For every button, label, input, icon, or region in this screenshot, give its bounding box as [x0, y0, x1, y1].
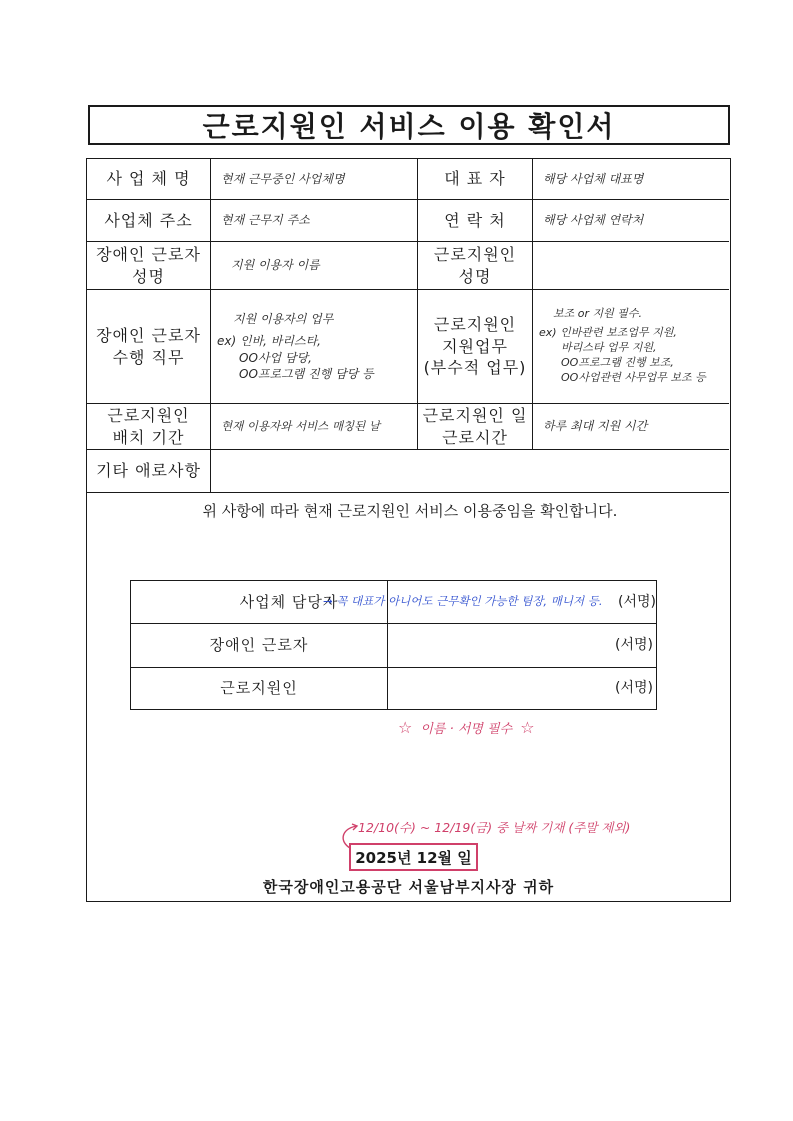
label-representative: 대 표 자	[444, 169, 506, 189]
signature-table	[130, 580, 657, 710]
footer-recipient: 한국장애인고용공단 서울남부지사장 귀하	[262, 878, 555, 896]
label-line: 배치 기간	[112, 427, 185, 447]
value-assistant-duty[interactable]	[533, 290, 729, 403]
label-assistant-duty	[418, 290, 532, 403]
label-line: 근로지원인	[433, 315, 517, 335]
value-representative[interactable]: 해당 사업체 대표명	[543, 171, 644, 186]
duty-line: 보조 or 지원 필수.	[553, 307, 642, 321]
duty-line: OO사업 담당,	[239, 350, 312, 365]
label-assistant-name	[418, 242, 532, 289]
signer-label-assistant: 근로지원인	[220, 679, 298, 698]
sign-field-company[interactable]: (서명)	[618, 593, 656, 610]
value-company-name[interactable]: 현재 근무중인 사업체명	[221, 171, 345, 186]
label-line: 성명	[132, 266, 165, 286]
required-note-text: 이름 · 서명 필수	[420, 722, 513, 737]
label-line: (부수적 업무)	[423, 358, 527, 378]
duty-line: ex) 인바관련 보조업무 지원,	[539, 326, 677, 340]
label-line: 성명	[458, 266, 492, 286]
date-note: 12/10(수) ~ 12/19(금) 중 날짜 기재 (주말 제외)	[358, 820, 631, 835]
duty-line: 지원 이용자의 업무	[233, 312, 334, 327]
label-line: 근로지원인	[433, 244, 517, 264]
value-worker-duty[interactable]	[211, 290, 407, 403]
label-line: 장애인 근로자	[96, 325, 201, 345]
label-line: 근로지원인 일	[422, 405, 528, 425]
value-placement-period[interactable]: 현재 이용자와 서비스 매칭된 날	[221, 418, 381, 433]
star-icon: ☆	[520, 718, 535, 737]
duty-line: OO사업관련 사무업무 보조 등	[561, 370, 706, 384]
label-work-hours	[418, 404, 532, 449]
label-company-name: 사 업 체 명	[106, 169, 191, 189]
duty-line: OO프로그램 진행 보조,	[561, 355, 674, 369]
signer-label-worker: 장애인 근로자	[209, 636, 309, 655]
label-line: 수행 직무	[112, 347, 185, 367]
value-work-hours[interactable]: 하루 최대 지원 시간	[543, 419, 648, 434]
duty-line: ex) 인바, 바리스타,	[217, 334, 321, 349]
label-placement-period	[87, 404, 210, 449]
label-line: 지원업무	[442, 336, 508, 356]
value-worker-name[interactable]: 지원 이용자 이름	[231, 258, 320, 273]
label-line: 장애인 근로자	[96, 244, 201, 264]
value-other-difficulties[interactable]	[211, 450, 729, 492]
star-icon: ☆	[398, 718, 413, 737]
label-other-difficulties: 기타 애로사항	[96, 461, 201, 481]
label-worker-name	[87, 242, 210, 289]
signer-label-company: 사업체 담당자	[239, 592, 339, 611]
required-note	[398, 718, 535, 737]
value-assistant-name[interactable]	[533, 242, 729, 289]
confirmation-statement: 위 사항에 따라 현재 근로지원인 서비스 이용중임을 확인합니다.	[202, 502, 618, 520]
date-field[interactable]: 2025년 12월 일	[349, 843, 478, 871]
sign-field-worker[interactable]: (서명)	[615, 637, 653, 654]
duty-line: 바리스타 업무 지원,	[561, 341, 657, 355]
label-line: 근로지원인	[107, 405, 190, 425]
sign-field-assistant[interactable]: (서명)	[615, 680, 653, 697]
form-body	[86, 158, 731, 902]
label-contact: 연 락 처	[444, 210, 506, 230]
value-contact[interactable]: 해당 사업체 연락처	[543, 213, 644, 228]
label-worker-duty	[87, 290, 210, 403]
document-title: 근로지원인 서비스 이용 확인서	[88, 105, 730, 145]
row-divider	[87, 492, 729, 493]
signer-note-company: → 꼭 대표가 아니어도 근무확인 가능한 팀장, 매니저 등.	[323, 594, 603, 609]
label-line: 근로시간	[442, 427, 508, 447]
value-company-address[interactable]: 현재 근무지 주소	[221, 213, 310, 228]
label-company-address: 사업체 주소	[104, 210, 193, 230]
duty-line: OO프로그램 진행 담당 등	[239, 366, 374, 381]
